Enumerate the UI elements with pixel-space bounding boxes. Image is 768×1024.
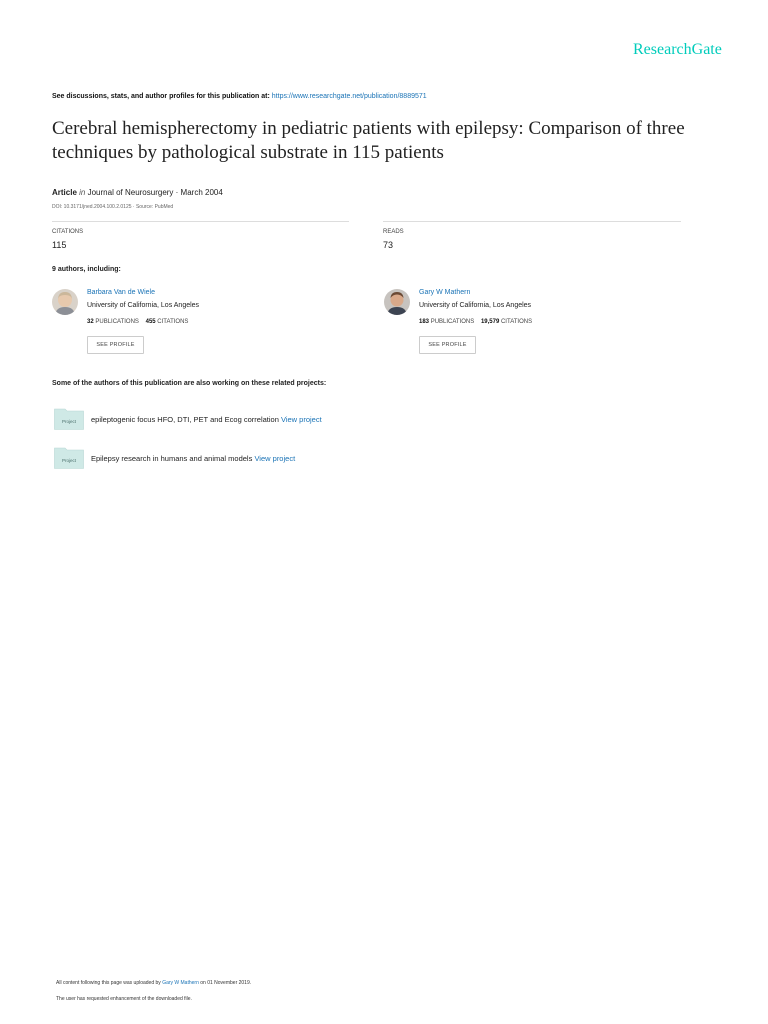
citations-count: 19,579 bbox=[480, 319, 500, 325]
upload-suffix: on 01 November 2019. bbox=[200, 980, 252, 986]
projects-header: Some of the authors of this publication are also working on these related projects: bbox=[52, 380, 327, 387]
project-item bbox=[91, 454, 295, 463]
citations-value: 115 bbox=[52, 240, 67, 250]
avatar[interactable] bbox=[52, 289, 78, 315]
publications-label: PUBLICATIONS bbox=[430, 319, 475, 325]
project-folder-icon bbox=[54, 408, 84, 430]
project-title: Epilepsy research in humans and animal models bbox=[91, 454, 253, 463]
enhancement-note: The user has requested enhancement of the downloaded file. bbox=[56, 996, 192, 1002]
project-folder-icon bbox=[54, 447, 84, 469]
article-type: Article bbox=[52, 188, 77, 197]
see-profile-button[interactable]: SEE PROFILE bbox=[87, 336, 144, 354]
citations-label: CITATIONS bbox=[500, 319, 533, 325]
project-icon-label: Project bbox=[61, 458, 77, 463]
author-name-link[interactable]: Barbara Van de Wiele bbox=[87, 289, 155, 296]
doi-line: DOI: 10.3171/jned.2004.100.2.0125 · Source: PubMed bbox=[52, 204, 174, 210]
author-affiliation: University of California, Los Angeles bbox=[419, 302, 532, 309]
article-meta bbox=[52, 188, 223, 197]
upload-prefix: All content following this page was uploaded by bbox=[56, 980, 161, 986]
project-icon-label: Project bbox=[61, 419, 77, 424]
publications-label: PUBLICATIONS bbox=[95, 319, 139, 325]
citations-label: CITATIONS bbox=[52, 229, 84, 235]
project-item bbox=[91, 415, 322, 424]
divider-left bbox=[52, 221, 349, 222]
article-in: in bbox=[79, 188, 86, 197]
citations-label: CITATIONS bbox=[157, 319, 189, 325]
view-project-link[interactable]: View project bbox=[280, 415, 322, 424]
publications-count: 32 bbox=[87, 319, 94, 325]
page-title: Cerebral hemispherectomy in pediatric patients with epilepsy: Comparison of three techniques by pathological substrate in 115 patients bbox=[52, 118, 685, 163]
publications-count: 183 bbox=[419, 319, 430, 325]
author-stats bbox=[87, 319, 188, 325]
uploader-link[interactable]: Gary W Mathern bbox=[162, 980, 199, 986]
researchgate-logo[interactable]: ResearchGate bbox=[633, 41, 722, 58]
see-discussions-label: See discussions, stats, and author profiles for this publication at: bbox=[52, 93, 270, 100]
author-stats bbox=[419, 319, 532, 325]
authors-header: 9 authors, including: bbox=[52, 266, 121, 273]
divider-right bbox=[383, 221, 681, 222]
author-name-link[interactable]: Gary W Mathern bbox=[419, 289, 471, 296]
avatar[interactable] bbox=[384, 289, 410, 315]
see-discussions-line bbox=[52, 93, 427, 100]
view-project-link[interactable]: View project bbox=[254, 454, 296, 463]
citations-count: 455 bbox=[145, 319, 156, 325]
see-profile-button[interactable]: SEE PROFILE bbox=[419, 336, 476, 354]
project-title: epileptogenic focus HFO, DTI, PET and Ecog correlation bbox=[91, 415, 279, 424]
reads-label: READS bbox=[383, 229, 404, 235]
author-affiliation: University of California, Los Angeles bbox=[87, 302, 200, 309]
journal-name: Journal of Neurosurgery · March 2004 bbox=[87, 188, 223, 197]
publication-url-link[interactable]: https://www.researchgate.net/publication/8889571 bbox=[271, 93, 427, 100]
upload-note bbox=[56, 980, 251, 986]
reads-value: 73 bbox=[383, 240, 394, 250]
